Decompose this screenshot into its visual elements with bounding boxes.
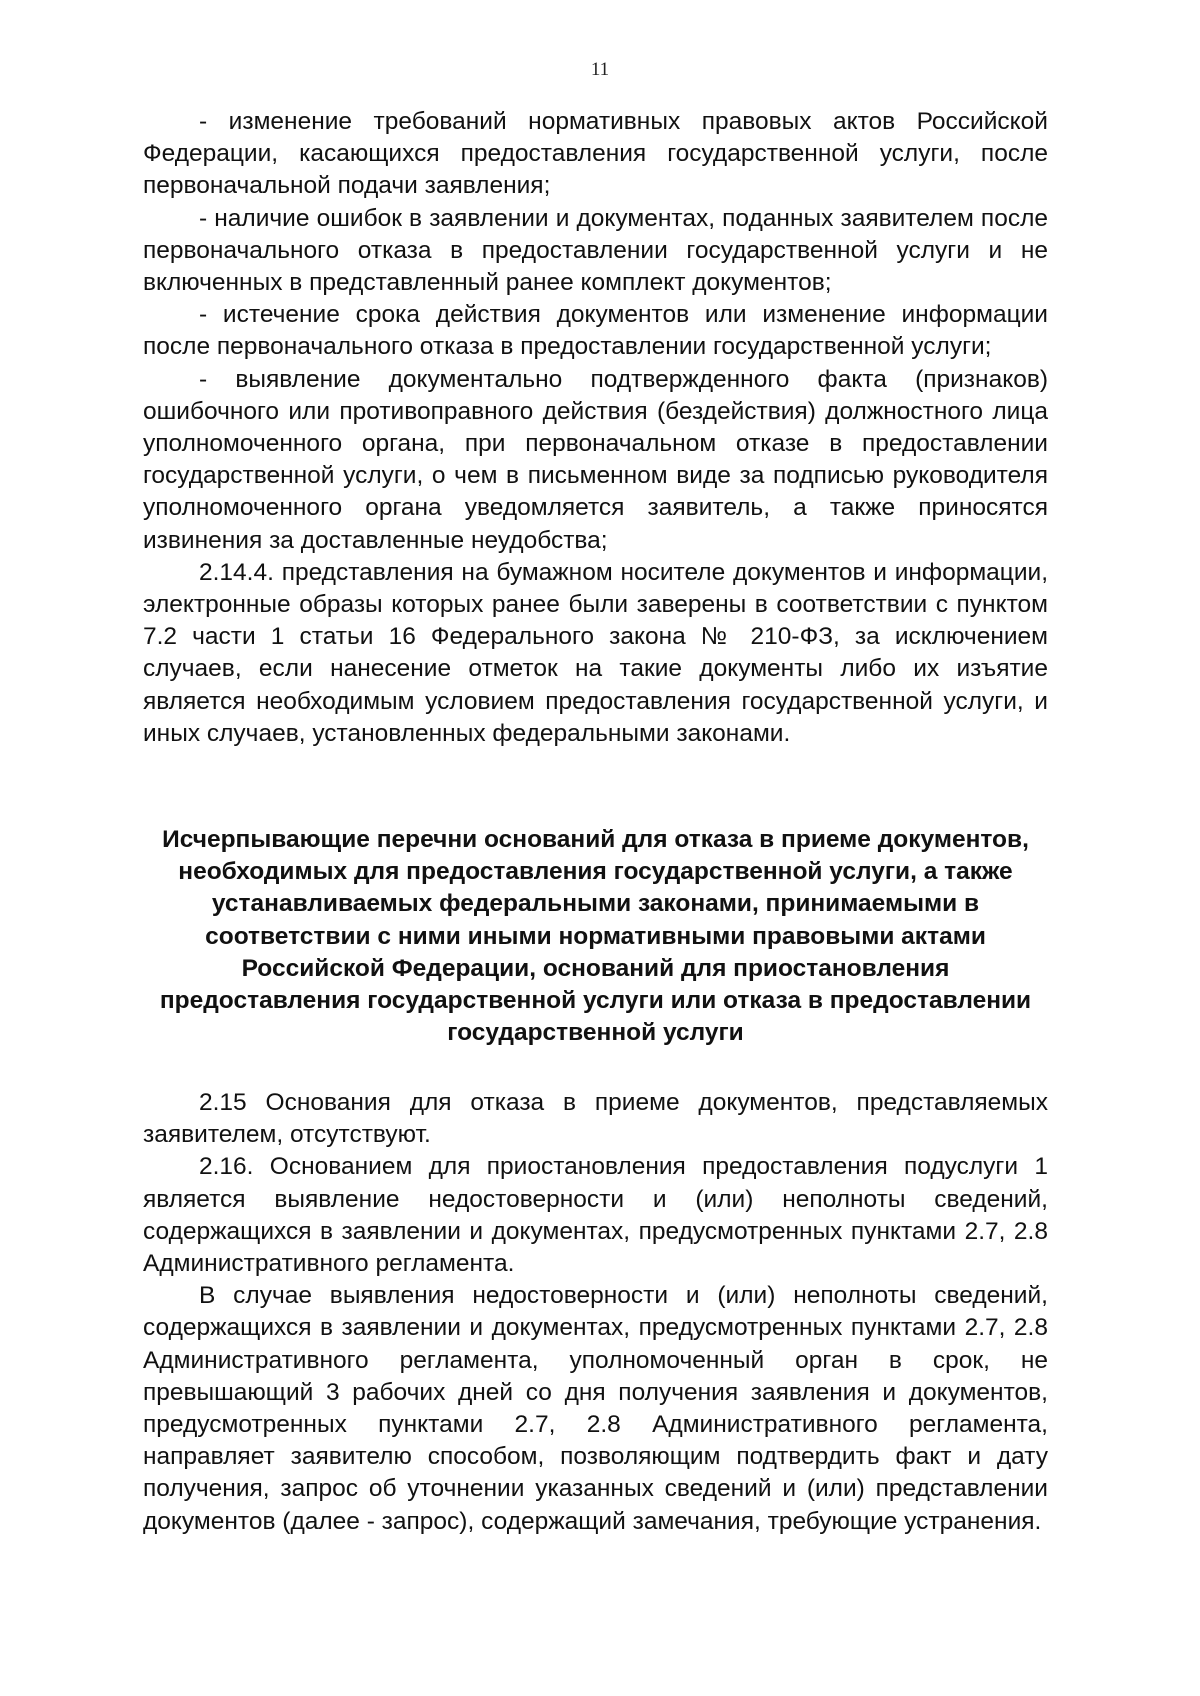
- paragraph-document-expiry: - истечение срока действия документов или изменение информации после первоначального отказа в предоставлении государственной услуги;: [143, 301, 1048, 361]
- page-number: 11: [590, 59, 610, 80]
- body-text-top: [143, 106, 1048, 750]
- paragraph-errors-in-application: - наличие ошибок в заявлении и документах, поданных заявителем после первоначального отказа в предоставлении государственной услуги и не включенных в представленный ранее комплект документов;: [143, 204, 1048, 297]
- paragraph-official-misconduct: - выявление документально подтвержденного факта (признаков) ошибочного или противоправного действия (бездействия) должностного лица уполномоченного органа, при первоначальном отказе в предоставлении государственной услуги, о чем в письменном виде за подписью руководителя уполномоченного органа уведомляется заявитель, а также приносятся извинения за доставленные неудобства;: [143, 365, 1048, 554]
- paragraph-inaccuracy-procedure: В случае выявления недостоверности и (или) неполноты сведений, содержащихся в заявлении и документах, предусмотренных пунктами 2.7, 2.8 Административного регламента, уполномоченный орган в срок, не превышающий 3 рабочих дней со дня получения заявления и документов, предусмотренных пунктами 2.7, 2.8 Административного регламента, направляет заявителю способом, позволяющим подтвердить факт и дату получения, запрос об уточнении указанных сведений и (или) представлении документов (далее - запрос), содержащий замечания, требующие устранения.: [143, 1282, 1048, 1535]
- paragraph-requirements-change: - изменение требований нормативных правовых актов Российской Федерации, касающихся предоставления государственной услуги, после первоначальной подачи заявления;: [143, 108, 1048, 200]
- paragraph-2-14-4: 2.14.4. представления на бумажном носителе документов и информации, электронные образы которых ранее были заверены в соответствии с пунктом 7.2 части 1 статьи 16 Федерального закона № 210-ФЗ, за исключением случаев, если нанесение отметок на такие документы либо их изъятие является необходимым условием предоставления государственной услуги, и иных случаев, установленных федеральными законами.: [143, 558, 1048, 747]
- section-heading: Исчерпывающие перечни оснований для отказа в приеме документов, необходимых для предоставления государственной услуги, а также устанавливаемых федеральными законами, принимаемыми в соответствии с ними иными нормативными правовыми актами Российской Федерации, оснований для приостановления предоставления государственной услуги или отказа в предоставлении государственной услуги: [159, 826, 1032, 1047]
- paragraph-2-15: 2.15 Основания для отказа в приеме документов, представляемых заявителем, отсутствуют.: [143, 1089, 1048, 1149]
- paragraph-2-16: 2.16. Основанием для приостановления предоставления подуслуги 1 является выявление недостоверности и (или) неполноты сведений, содержащихся в заявлении и документах, предусмотренных пунктами 2.7, 2.8 Административного регламента.: [143, 1153, 1048, 1278]
- body-text-bottom: [143, 1087, 1048, 1538]
